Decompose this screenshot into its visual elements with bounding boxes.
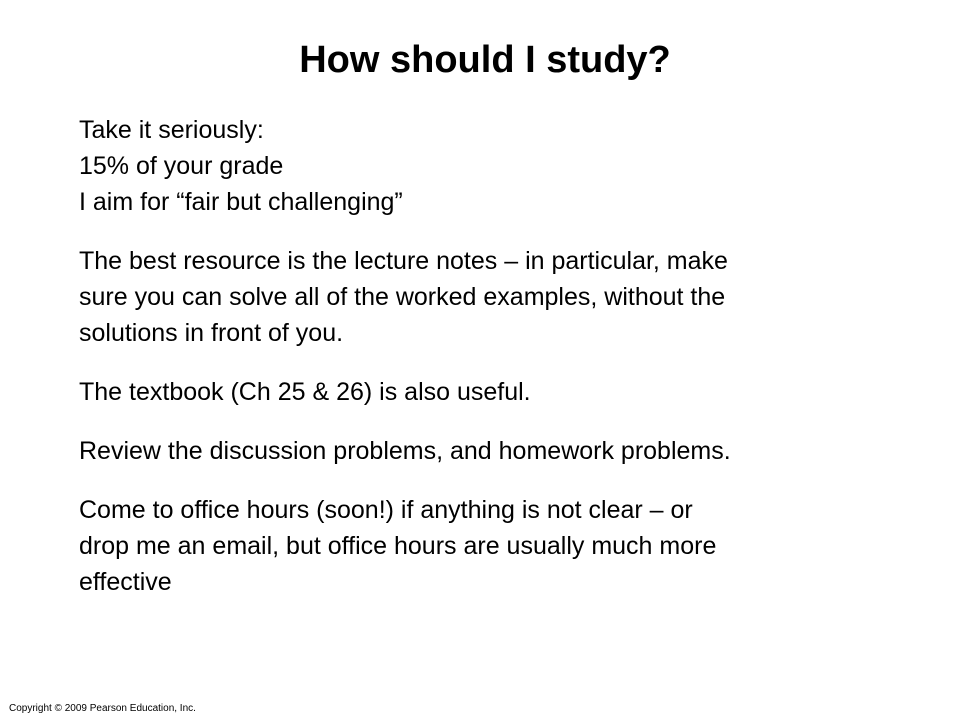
body-line-grade-percent: 15% of your grade: [79, 152, 284, 180]
slide-body: [79, 112, 929, 600]
slide-title: How should I study?: [299, 39, 671, 81]
body-line-fair-challenging: I aim for “fair but challenging”: [79, 188, 403, 216]
body-line-textbook: The textbook (Ch 25 & 26) is also useful.: [79, 378, 531, 406]
body-line-take-seriously: Take it seriously:: [79, 116, 264, 144]
body-line-review-problems: Review the discussion problems, and homework problems.: [79, 437, 731, 465]
body-line-office-hours: Come to office hours (soon!) if anything is not clear – or: [79, 496, 693, 524]
paragraph-gap: [79, 410, 929, 433]
copyright-notice: Copyright © 2009 Pearson Education, Inc.: [9, 703, 196, 714]
paragraph-gap: [79, 469, 929, 492]
body-line-worked-examples: sure you can solve all of the worked examples, without the: [79, 283, 726, 311]
body-line-lecture-notes: The best resource is the lecture notes – in particular, make: [79, 247, 728, 275]
paragraph-gap: [79, 351, 929, 374]
paragraph-gap: [79, 220, 929, 243]
body-line-effective: effective: [79, 568, 172, 596]
body-line-email: drop me an email, but office hours are usually much more: [79, 532, 717, 560]
body-line-solutions: solutions in front of you.: [79, 319, 344, 347]
